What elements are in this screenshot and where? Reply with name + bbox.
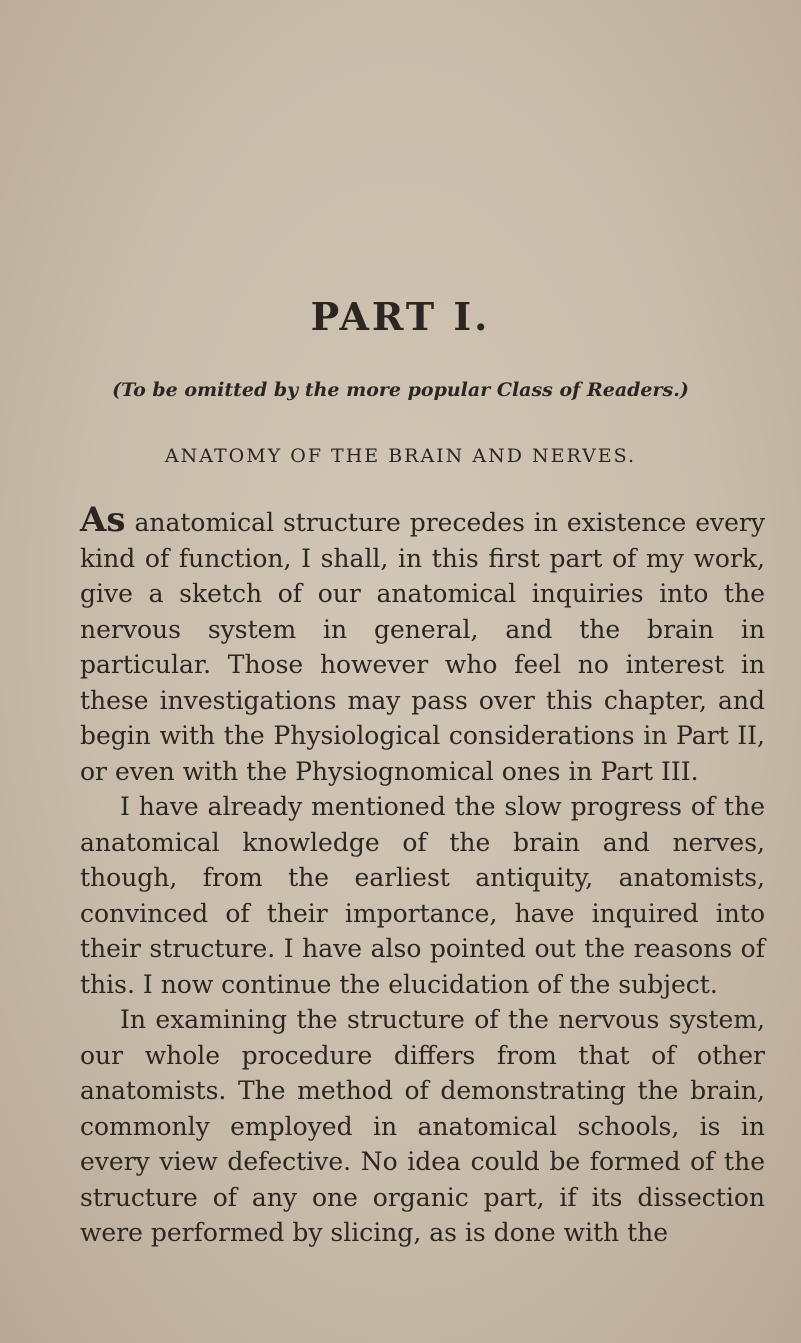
drop-cap: As xyxy=(80,500,126,540)
section-title: ANATOMY OF THE BRAIN AND NERVES. xyxy=(164,445,637,467)
body-text xyxy=(80,500,765,1251)
paragraph-2: I have already mentioned the slow progress of the anatomical knowledge of the brain and nerves, though, from the earliest antiquity, anatomists, convinced of their importance, have inquired into their structure. I have also pointed out the reasons of this. I now continue the elucidation of the subject. xyxy=(80,792,765,999)
omit-note: (To be omitted by the more popular Class of Readers.) xyxy=(112,379,689,401)
paragraph-3: In examining the structure of the nervous system, our whole procedure differs from that of other anatomists. The method of demonstrating the brain, commonly employed in anatomical schools, is in every view defective. No idea could be formed of the structure of any one organic part, if its dissection were performed by slicing, as is done with the xyxy=(80,1005,765,1247)
paragraph-1-text: anatomical structure precedes in existence every kind of function, I shall, in this first part of my work, give a sketch of our anatomical inquiries into the nervous system in general, and the brain in particular. Those however who feel no interest in these investigations may pass over this chapter, and begin with the Physiological considerations in Part II, or even with the Physiognomical ones in Part III. xyxy=(80,508,765,786)
paragraph-1 xyxy=(80,500,765,789)
part-heading: PART I. xyxy=(310,294,491,339)
